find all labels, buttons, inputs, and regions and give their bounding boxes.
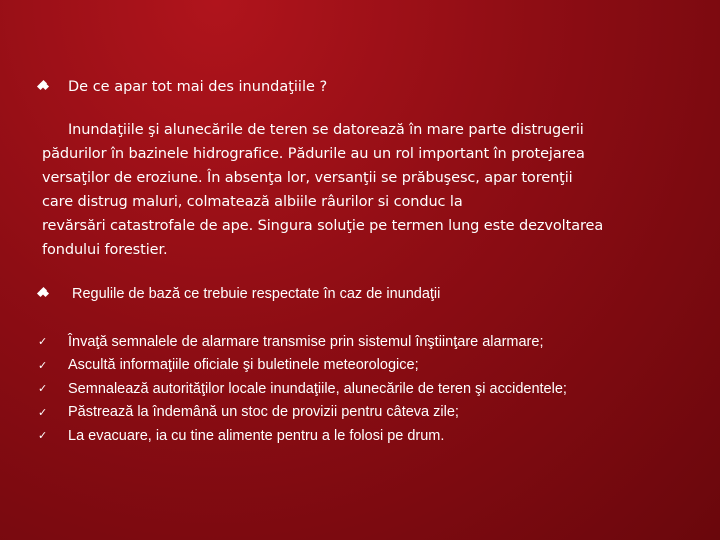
rule-text: Păstrează la îndemână un stoc de provizii pentru câteva zile; [68, 404, 459, 421]
list-item [38, 377, 567, 401]
checkmark-icon: ✓ [38, 430, 48, 443]
list-item [38, 330, 567, 354]
heading-question: De ce apar tot mai des inundaţiile ? [68, 79, 328, 95]
list-item [38, 424, 567, 448]
rule-text: Semnalează autorităţilor locale inundaţiile, alunecările de teren şi accidentele; [68, 380, 567, 397]
checkmark-icon: ✓ [38, 383, 48, 396]
rules-list [38, 330, 567, 448]
rule-text: La evacuare, ia cu tine alimente pentru a le folosi pe drum. [68, 427, 445, 444]
body-paragraph [42, 118, 692, 262]
rule-text: Ascultă informaţiile oficiale şi buletinele meteorologice; [68, 357, 419, 374]
list-item [38, 354, 567, 378]
checkmark-icon: ✓ [38, 336, 48, 349]
heading-question-row [38, 79, 327, 95]
heading-rules: Regulile de bază ce trebuie respectate în caz de inundaţii [72, 286, 441, 302]
diamond-bullet-icon [38, 289, 48, 299]
rule-text: Învaţă semnalele de alarmare transmise prin sistemul înştiinţare alarmare; [68, 333, 544, 350]
diamond-bullet-icon [38, 82, 48, 92]
paragraph-line: Inundaţiile şi alunecările de teren se datorează în mare parte distrugerii [68, 122, 584, 138]
paragraph-line: revărsări catastrofale de ape. Singura soluţie pe termen lung este dezvoltarea [42, 218, 604, 234]
heading-rules-row [38, 286, 440, 302]
list-item [38, 401, 567, 425]
checkmark-icon: ✓ [38, 359, 48, 372]
paragraph-line: pădurilor în bazinele hidrografice. Pădurile au un rol important în protejarea [42, 146, 585, 162]
paragraph-line: versaţilor de eroziune. În absenţa lor, versanţii se prăbuşesc, apar torenţii [42, 170, 573, 186]
paragraph-line: fondului forestier. [42, 242, 168, 258]
paragraph-line: care distrug maluri, colmatează albiile râurilor si conduc la [42, 194, 463, 210]
checkmark-icon: ✓ [38, 406, 48, 419]
